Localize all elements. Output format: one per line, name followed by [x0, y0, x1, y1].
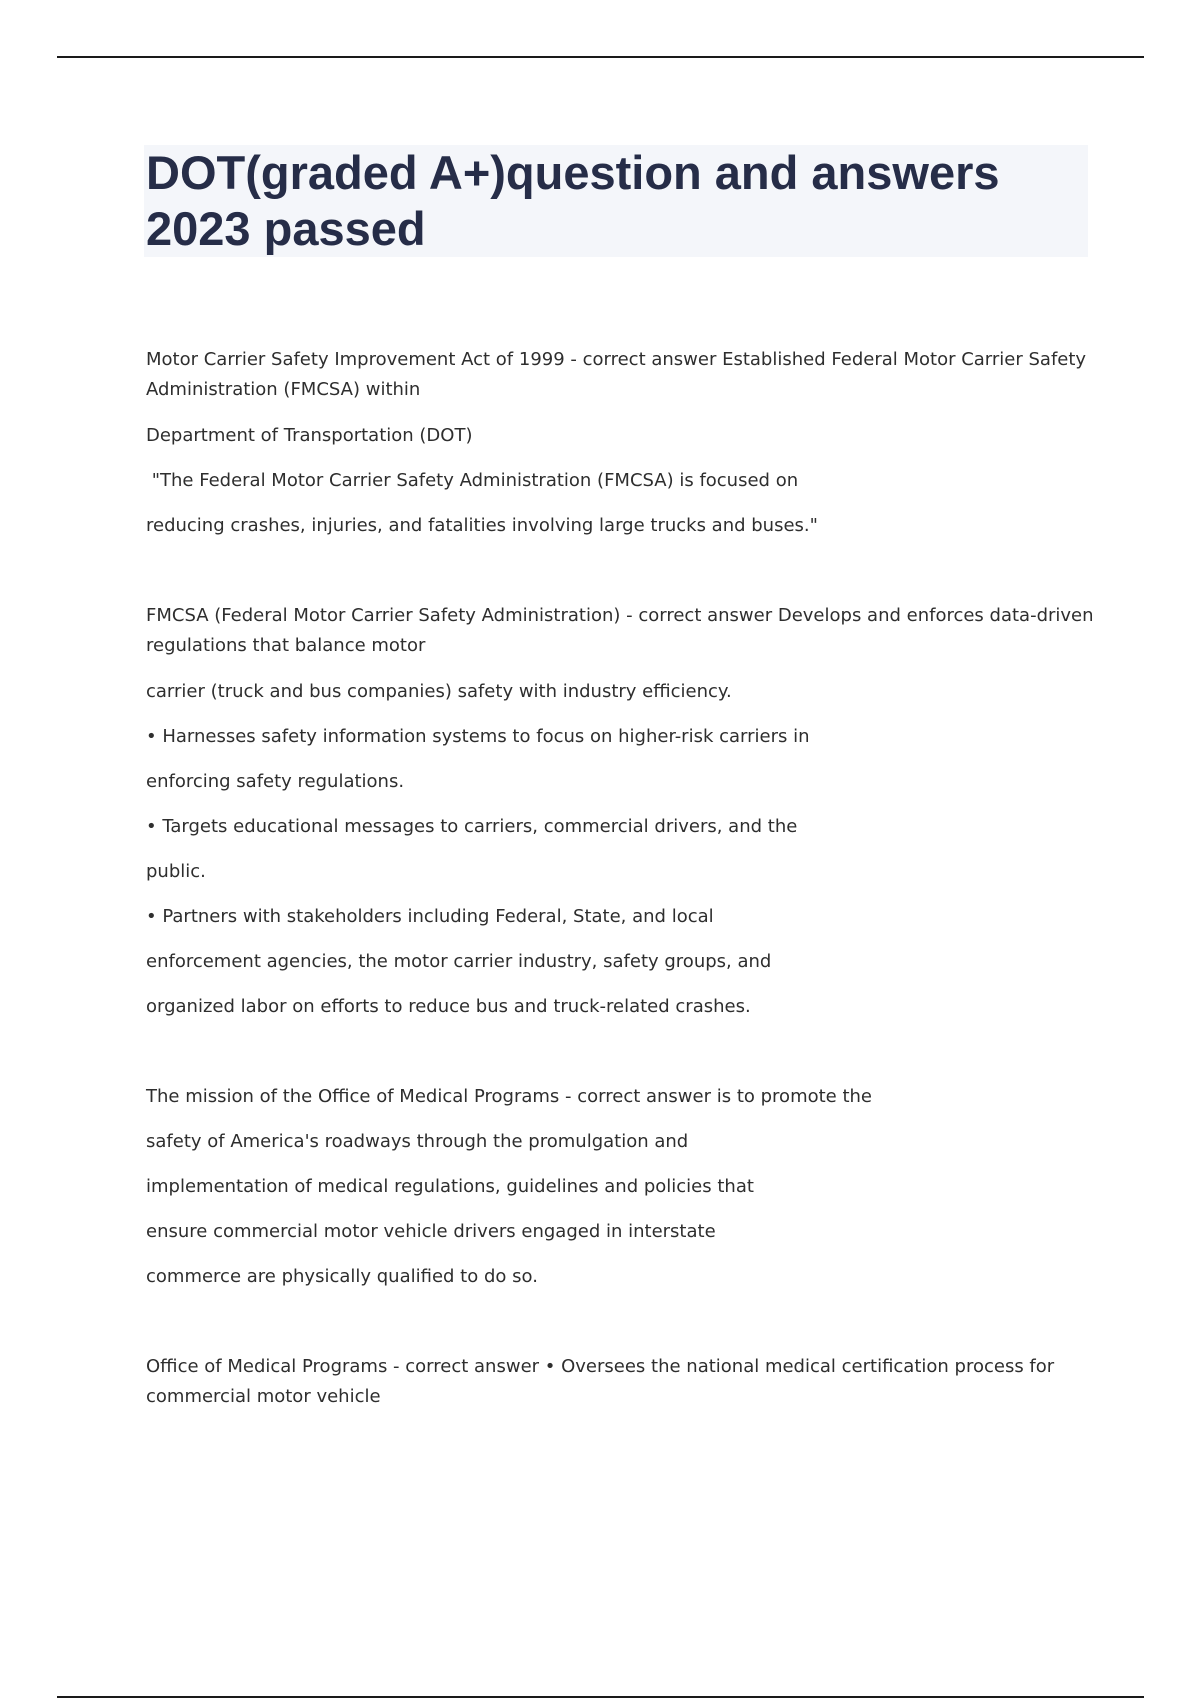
document-title: DOT(graded A+)question and answers 2023 passed: [146, 146, 1000, 255]
bottom-rule: [57, 1696, 1144, 1698]
entry-line: enforcing safety regulations.: [146, 771, 405, 792]
entry-line: Motor Carrier Safety Improvement Act of 1999 - correct answer Established Federal Motor Carrier Safety Administration (FMCSA) within: [146, 349, 1087, 400]
entry-line: commerce are physically qualified to do so.: [146, 1266, 538, 1287]
top-rule: [57, 56, 1144, 58]
entry-line: "The Federal Motor Carrier Safety Administration (FMCSA) is focused on: [146, 470, 799, 491]
entry-line: safety of America's roadways through the promulgation and: [146, 1131, 689, 1152]
entry-line: reducing crashes, injuries, and fatalities involving large trucks and buses.": [146, 515, 818, 536]
entry-line: FMCSA (Federal Motor Carrier Safety Administration) - correct answer Develops and enforces data-driven regulations that balance motor: [146, 605, 1094, 656]
entry-line: • Targets educational messages to carriers, commercial drivers, and the: [146, 816, 798, 837]
entry-line: ensure commercial motor vehicle drivers engaged in interstate: [146, 1221, 716, 1242]
entry-line: implementation of medical regulations, guidelines and policies that: [146, 1176, 754, 1197]
entry-line: enforcement agencies, the motor carrier industry, safety groups, and: [146, 951, 772, 972]
qa-entry: [146, 601, 1096, 1021]
entry-line: carrier (truck and bus companies) safety with industry efficiency.: [146, 681, 732, 702]
entry-line: organized labor on efforts to reduce bus and truck-related crashes.: [146, 996, 751, 1017]
entry-line: Department of Transportation (DOT): [146, 425, 473, 446]
entry-line: public.: [146, 861, 206, 882]
entry-line: The mission of the Office of Medical Programs - correct answer is to promote the: [146, 1086, 873, 1107]
qa-entry: [146, 1082, 1096, 1291]
qa-entry: [146, 345, 1096, 540]
entry-line: • Harnesses safety information systems to focus on higher-risk carriers in: [146, 726, 810, 747]
entry-line: • Partners with stakeholders including Federal, State, and local: [146, 906, 714, 927]
entry-line: Office of Medical Programs - correct answer • Oversees the national medical certification process for commercial motor vehicle: [146, 1356, 1055, 1407]
document-body: [146, 345, 1096, 1412]
qa-entry: [146, 1352, 1096, 1412]
